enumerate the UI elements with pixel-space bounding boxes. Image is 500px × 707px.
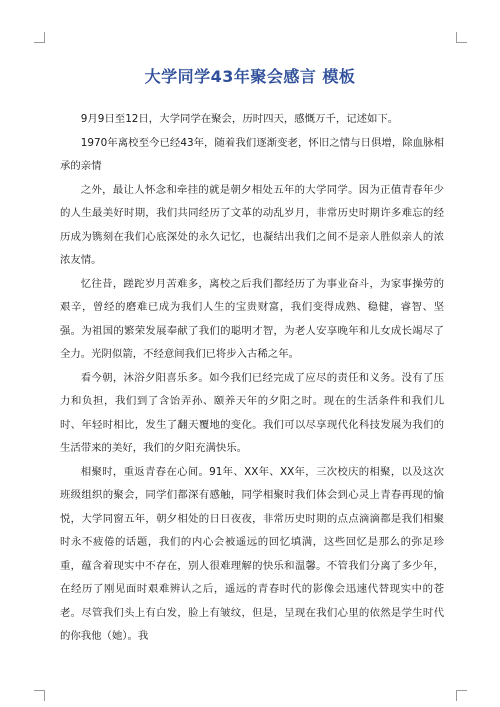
paragraph: 9月9日至12日，大学同学在聚会，历时四天，感慨万千，记述如下。: [80, 113, 399, 125]
crop-mark-top-left: [34, 32, 45, 43]
crop-mark-bottom-right: [456, 690, 467, 701]
paragraph: 相聚时，重返青春在心间。91年、XX年、XX年，三次校庆的相聚，以及这次班级组织的聚会，同学们都深有感触，同学相聚时我们体会到心灵上青春再现的愉悦，大学同窗五年，朝夕相处的日日夜夜，非常历史时期的点点滴滴都是我们相聚时永不疲倦的话题，我们的内心会被遥远的回忆填满，这些回忆是那么的弥足珍重，蕴含着现实中不存在，别人很难理解的快乐和温馨。不管我们分离了多少年，在经历了刚见面时艰难辨认之后，遥远的青春时代的影像会迅速代替现实中的苍老。尽管我们头上有白发，脸上有皱纹，但是，呈现在我们心里的依然是学生时代的你我他（她）。我: [60, 465, 444, 642]
paragraph: 之外，最让人怀念和牵挂的就是朝夕相处五年的大学同学。因为正值青春年少的人生最美好时期，我们共同经历了文革的动乱岁月，非常历史时期许多难忘的经历成为镌刻在我们心底深处的永久记忆，也凝结出我们之间不是亲人胜似亲人的浓浓友情。: [60, 183, 444, 266]
crop-mark-top-right: [456, 32, 467, 43]
crop-mark-bottom-left: [34, 690, 45, 701]
document-body: [60, 108, 444, 649]
paragraph: 看今朝，沐浴夕阳喜乐多。如今我们已经完成了应尽的责任和义务。没有了压力和负担，我们到了含饴弄孙、颐养天年的夕阳之时。现在的生活条件和我们儿时、年轻时相比，发生了翻天覆地的变化。我们可以尽享现代化科技发展为我们的生活带来的美好，我们的夕阳充满快乐。: [60, 371, 444, 454]
document-title: 大学同学43年聚会感言 模板: [144, 67, 356, 86]
paragraph: 1970年离校至今已经43年，随着我们逐渐变老，怀旧之情与日俱增，除血脉相承的亲情: [60, 136, 444, 172]
paragraph: 忆往昔，蹉跎岁月苦难多，离校之后我们都经历了为事业奋斗，为家事操劳的艰辛，曾经的磨难已成为我们人生的宝贵财富，我们变得成熟、稳健，睿智、坚强。为祖国的繁荣发展奉献了我们的聪明才智，为老人安享晚年和儿女成长竭尽了全力。光阴似箭，不经意间我们已将步入古稀之年。: [60, 277, 444, 360]
